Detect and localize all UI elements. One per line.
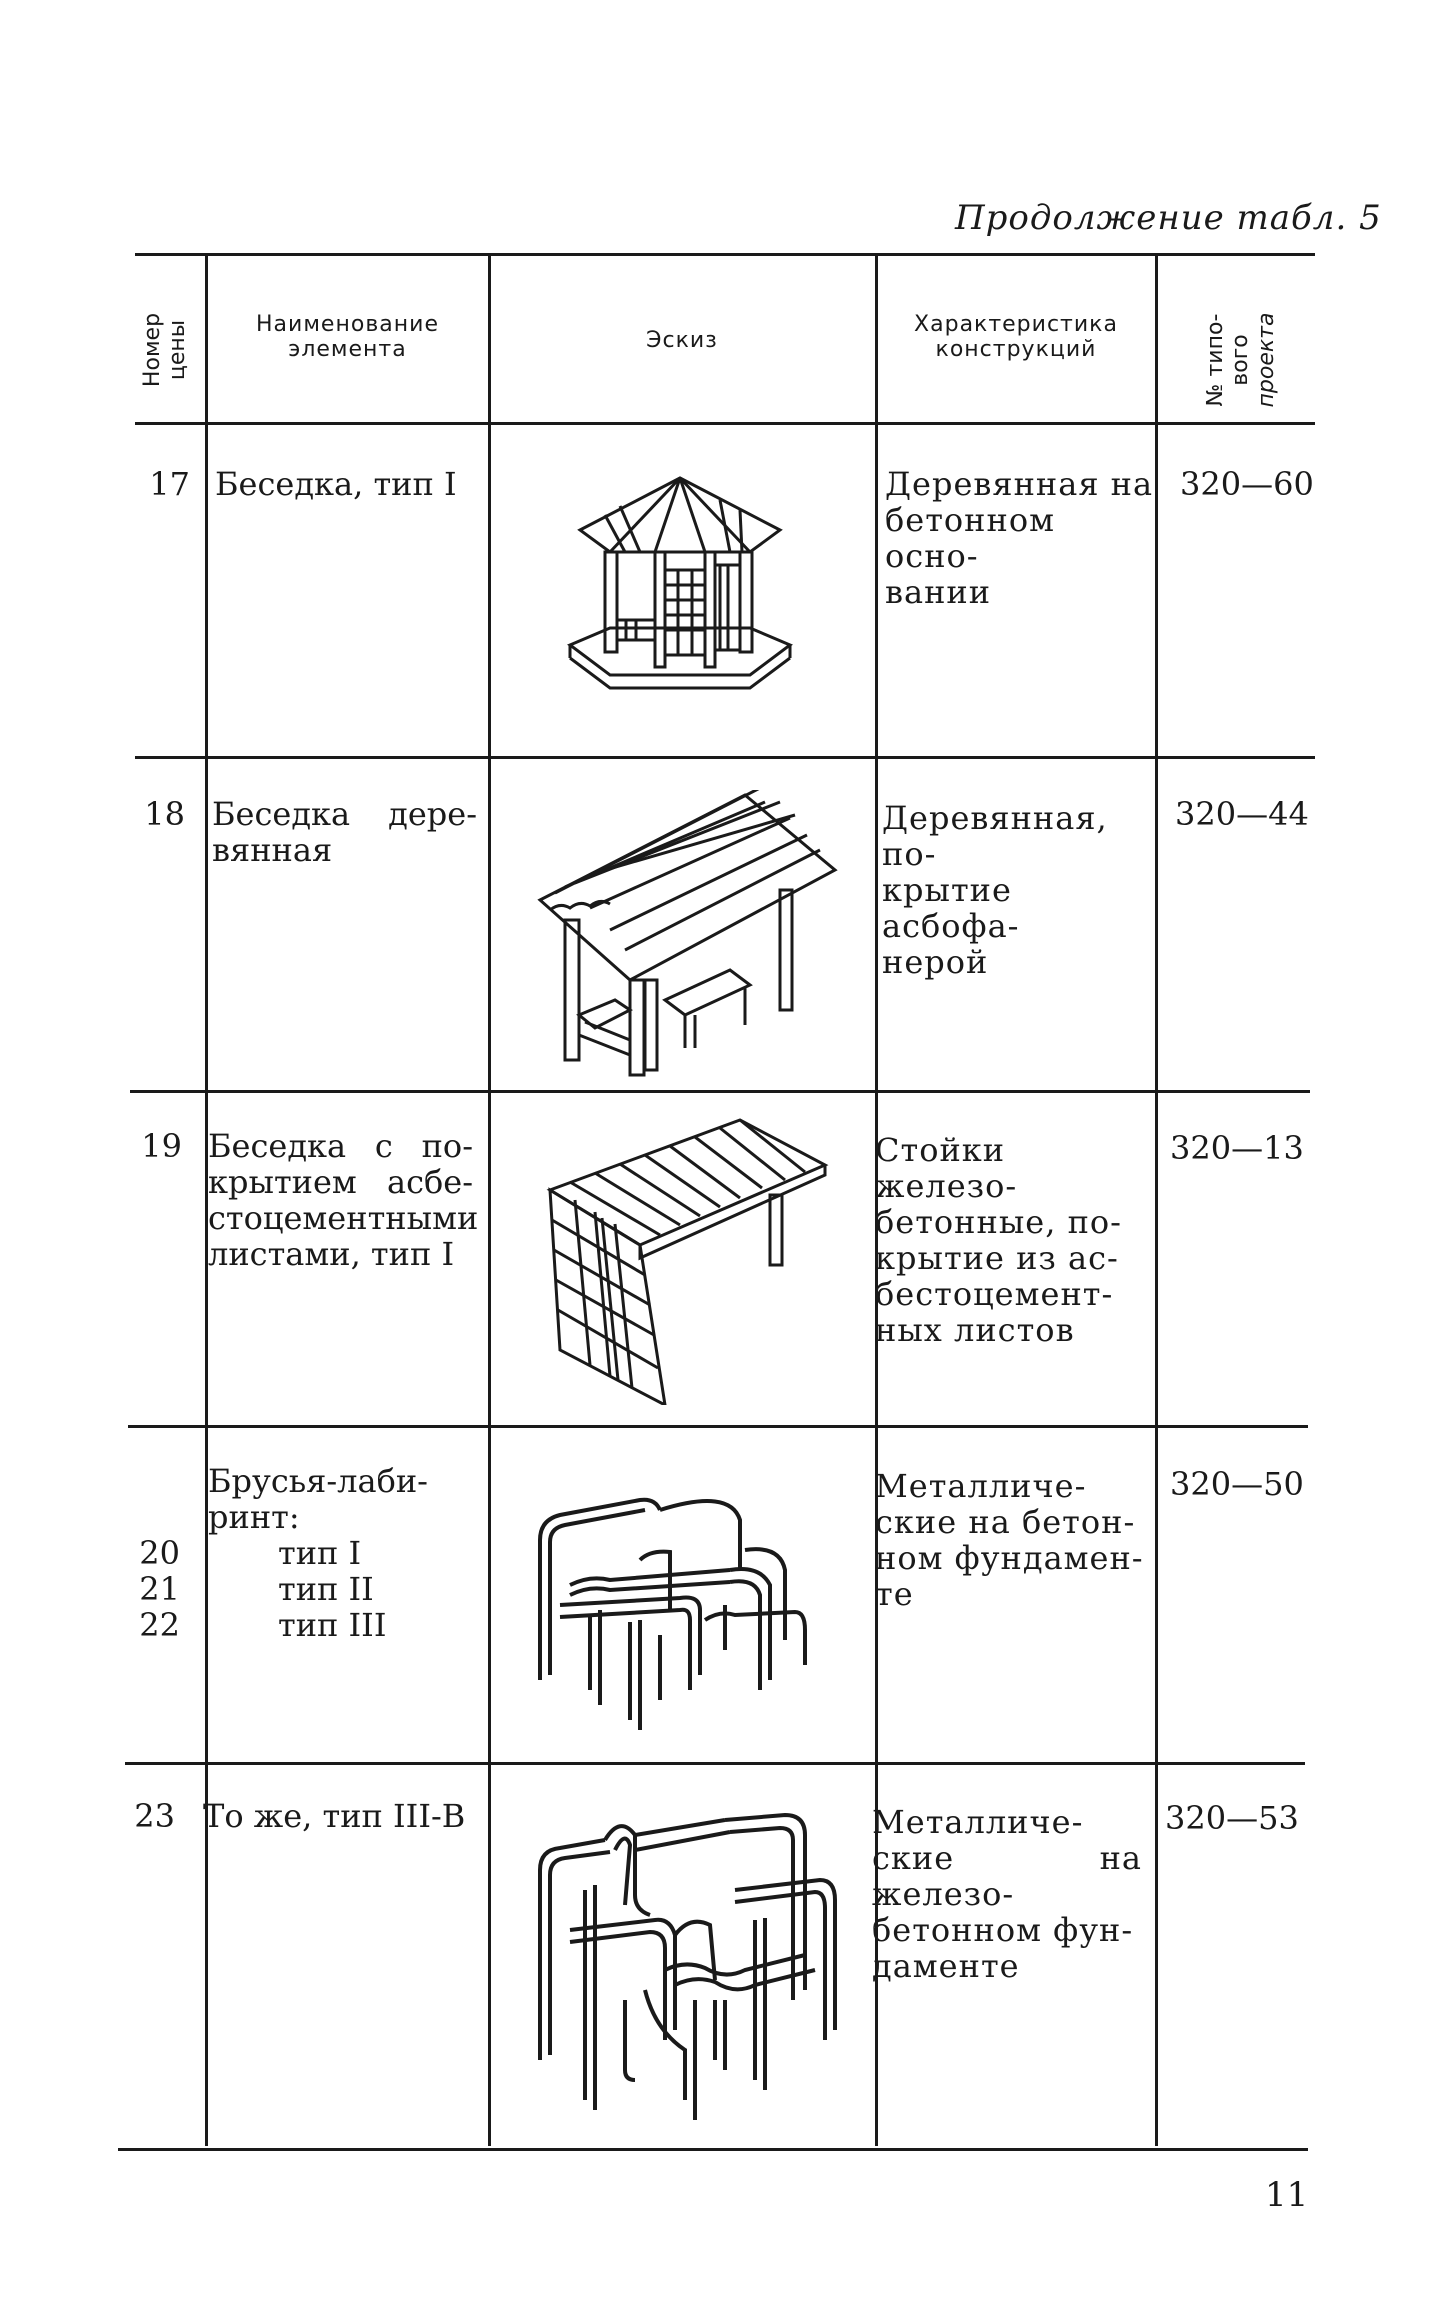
subtype-line: тип III (278, 1606, 387, 1644)
name-line: крытием асбе- (208, 1163, 473, 1201)
header-project-line: проекта (1253, 312, 1279, 408)
project-number: 320—44 (1175, 795, 1309, 833)
name-line: листами, тип I (208, 1235, 455, 1273)
header-name (210, 312, 485, 363)
char-line: ские на железо- (872, 1839, 1142, 1913)
row-number-line: 22 (139, 1606, 180, 1644)
row-divider (130, 1090, 1310, 1093)
row-number-line: 21 (139, 1570, 180, 1608)
name-line: Беседка дере- (212, 795, 477, 833)
char-line: Металличе- (875, 1467, 1087, 1505)
gazebo-asbestos-sketch (540, 1110, 830, 1405)
row-number: 17 (149, 465, 190, 503)
char-line: даменте (872, 1947, 1020, 1985)
page-number: 11 (1265, 2175, 1309, 2215)
header-name-line: элемента (288, 337, 407, 363)
char-line: ские на бетон- (875, 1503, 1136, 1541)
header-characteristic (880, 312, 1152, 363)
char-line: крытие из ас- (875, 1239, 1119, 1277)
column-rule (488, 256, 491, 2146)
table-caption: Продолжение табл. 5 (955, 198, 1382, 238)
name-line: ринт: (208, 1498, 300, 1536)
header-number-line: Номер (140, 312, 165, 388)
construction-characteristic (882, 800, 1152, 980)
element-name (208, 1463, 473, 1643)
char-line: Стойки железо- (875, 1131, 1018, 1205)
header-project-line: вого (1228, 334, 1254, 386)
gazebo-hexagonal-sketch (560, 470, 800, 700)
row-number (120, 1535, 180, 1643)
subtype-line: тип I (278, 1534, 362, 1572)
char-line: Деревянная, по- (882, 799, 1108, 873)
construction-characteristic (875, 1468, 1145, 1612)
project-number: 320—13 (1170, 1129, 1304, 1167)
element-name (212, 796, 477, 868)
row-divider (125, 1762, 1305, 1765)
name-line: стоцементными (208, 1199, 479, 1237)
header-number-line: цены (165, 319, 191, 381)
char-line: бетонном осно- (885, 501, 1055, 575)
char-line: бетонные, по- (875, 1203, 1122, 1241)
labyrinth-bars-type-iii-v-sketch (525, 1800, 855, 2130)
char-line: ных листов (875, 1311, 1075, 1349)
char-line: бестоцемент- (875, 1275, 1114, 1313)
header-char-line: конструкций (935, 337, 1097, 363)
labyrinth-bars-sketch (530, 1490, 810, 1750)
construction-characteristic (872, 1804, 1142, 1984)
name-line: Брусья-лаби- (208, 1462, 428, 1500)
project-number: 320—50 (1170, 1465, 1304, 1503)
construction-characteristic (875, 1132, 1145, 1348)
char-line: нерой (882, 943, 989, 981)
name-line: вянная (212, 831, 333, 869)
element-name (208, 1127, 479, 1273)
char-line: ном фундамен- (875, 1539, 1144, 1577)
project-number: 320—60 (1180, 465, 1314, 503)
table-top-rule (135, 253, 1315, 256)
construction-characteristic (885, 466, 1155, 610)
row-number: 18 (144, 795, 185, 833)
row-divider (128, 1425, 1308, 1428)
row-number-line: 20 (139, 1534, 180, 1572)
header-project (1203, 285, 1287, 435)
header-char-line: Характеристика (914, 312, 1118, 337)
name-line: Беседка с по- (208, 1127, 473, 1165)
char-line: те (875, 1575, 914, 1613)
char-line: Металличе- (872, 1803, 1084, 1841)
header-name-line: Наименование (256, 312, 439, 337)
header-sketch: Эскиз (646, 328, 718, 353)
element-name: Беседка, тип I (215, 465, 457, 503)
project-number: 320—53 (1165, 1799, 1299, 1837)
char-line: вании (885, 573, 992, 611)
table-bottom-rule (118, 2148, 1308, 2151)
row-divider (135, 756, 1315, 759)
header-project-line: № типо- (1203, 313, 1228, 407)
subtype-line: тип II (278, 1570, 374, 1608)
gazebo-wooden-sketch (535, 790, 845, 1080)
element-name: То же, тип III-В (203, 1797, 466, 1835)
header-number (140, 270, 200, 430)
char-line: Деревянная на (885, 465, 1154, 503)
char-line: крытие асбофа- (882, 871, 1020, 945)
row-number: 23 (134, 1797, 175, 1835)
column-rule (1155, 256, 1158, 2146)
row-number: 19 (141, 1127, 182, 1165)
header-bottom-rule (135, 422, 1315, 425)
char-line: бетонном фун- (872, 1911, 1134, 1949)
